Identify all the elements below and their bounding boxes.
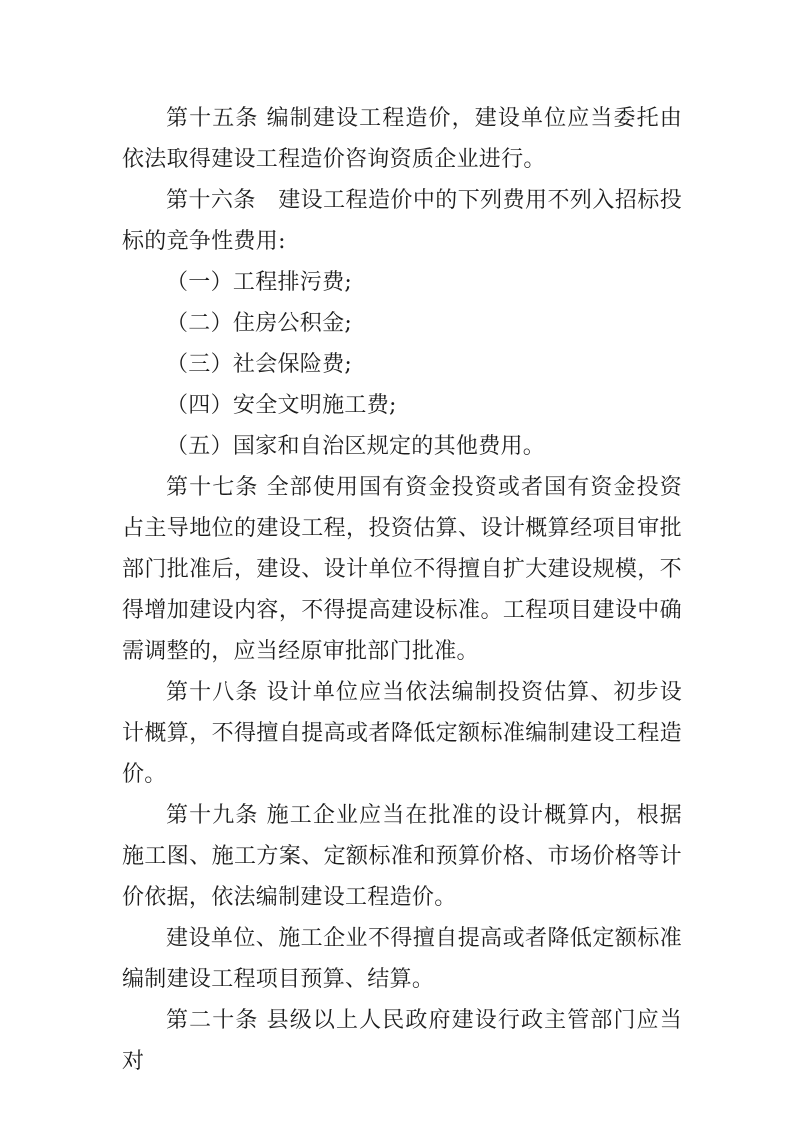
article-19-clause-paragraph: 建设单位、施工企业不得擅自提高或者降低定额标准编制建设工程项目预算、结算。 <box>122 926 682 992</box>
document-body <box>122 98 682 1082</box>
list-item-5: （五）国家和自治区规定的其他费用。 <box>166 434 546 459</box>
list-item-3: （三）社会保险费; <box>166 352 353 377</box>
list-item-4: （四）安全文明施工费; <box>166 393 397 418</box>
article-15-paragraph: 第十五条 编制建设工程造价，建设单位应当委托由依法取得建设工程造价咨询资质企业进行。 <box>122 106 682 172</box>
article-20-paragraph: 第二十条 县级以上人民政府建设行政主管部门应当对 <box>122 1008 682 1074</box>
article-16-paragraph: 第十六条 建设工程造价中的下列费用不列入招标投标的竞争性费用: <box>122 188 682 254</box>
article-18-paragraph: 第十八条 设计单位应当依法编制投资估算、初步设计概算，不得擅自提高或者降低定额标准编制建设工程造价。 <box>122 680 682 787</box>
list-item-1: （一）工程排污费; <box>166 270 353 295</box>
list-item-2: （二）住房公积金; <box>166 311 353 336</box>
article-19-paragraph: 第十九条 施工企业应当在批准的设计概算内，根据施工图、施工方案、定额标准和预算价格、市场价格等计价依据，依法编制建设工程造价。 <box>122 803 682 910</box>
article-17-paragraph: 第十七条 全部使用国有资金投资或者国有资金投资占主导地位的建设工程，投资估算、设计概算经项目审批部门批准后，建设、设计单位不得擅自扩大建设规模，不得增加建设内容，不得提高建设标准。工程项目建设中确需调整的，应当经原审批部门批准。 <box>122 475 682 664</box>
